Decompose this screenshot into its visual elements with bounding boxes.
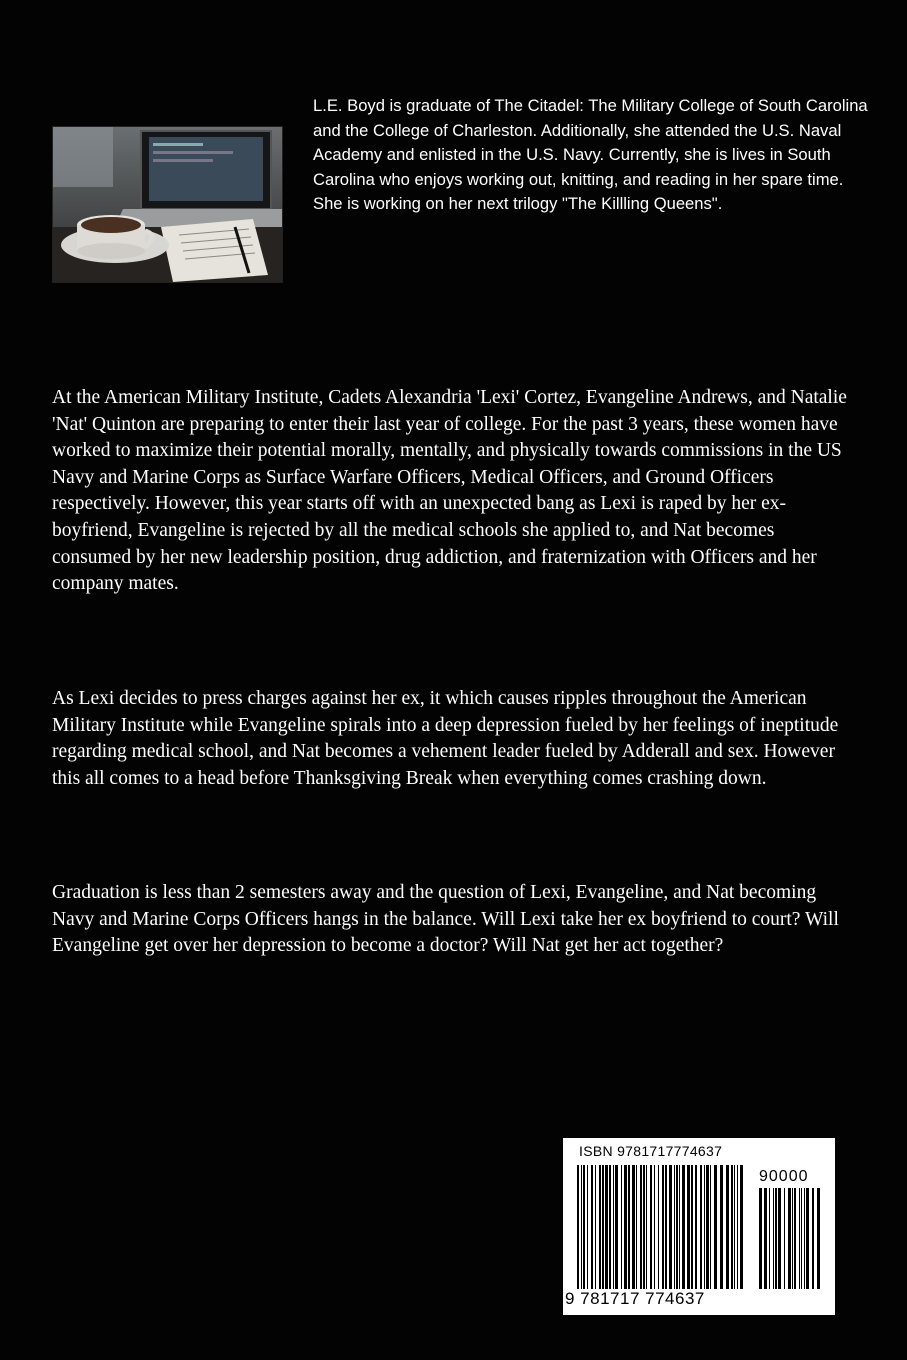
barcode-bar bbox=[801, 1188, 802, 1289]
author-photo bbox=[52, 126, 283, 283]
barcode-bar bbox=[646, 1165, 647, 1289]
barcode-bar bbox=[764, 1188, 767, 1289]
blurb-paragraph: Graduation is less than 2 semesters away and the question of Lexi, Evangeline, and Nat becoming Navy and Marine Corps Officers hangs in the balance. Will Lexi take her ex boyfriend to court? Will Evangeline get over her depression to become a doctor? Will Nat get her act together? bbox=[52, 882, 839, 957]
barcode-bar bbox=[714, 1165, 717, 1289]
barcode-bar bbox=[720, 1165, 723, 1289]
barcode-bar bbox=[695, 1165, 697, 1289]
barcode-bar bbox=[591, 1165, 593, 1289]
barcode-bar bbox=[759, 1188, 762, 1289]
addon-barcode-bars bbox=[759, 1188, 821, 1289]
barcode-bar bbox=[687, 1165, 690, 1289]
barcode-bar bbox=[737, 1165, 738, 1289]
barcode-bar bbox=[784, 1188, 785, 1289]
barcode-bar bbox=[773, 1188, 774, 1289]
barcode-bar bbox=[799, 1188, 800, 1289]
blurb-paragraph: At the American Military Institute, Cadets Alexandria 'Lexi' Cortez, Evangeline Andrews, and Natalie 'Nat' Quinton are preparing to enter their last year of college. For the past 3 years, these women have worked to maximize their potential morally, mentally, and physically towards commissions in the US Navy and Marine Corps as Surface Warfare Officers, Medical Officers, and Ground Officers respectively. However, this year starts off with an unexpected bang as Lexi is raped by her ex-boyfriend, Evangeline is rejected by all the medical schools she applied to, and Nat becomes consumed by her new leadership position, drug addiction, and fraternization with Officers and her company mates. bbox=[52, 387, 847, 595]
barcode-bars bbox=[577, 1165, 745, 1289]
barcode-bar bbox=[605, 1165, 608, 1289]
barcode-bar bbox=[583, 1165, 585, 1289]
barcode-bar bbox=[676, 1165, 678, 1289]
barcode-bar bbox=[788, 1188, 791, 1289]
isbn-barcode bbox=[563, 1138, 835, 1315]
barcode-bar bbox=[624, 1165, 627, 1289]
barcode-bar bbox=[792, 1188, 793, 1289]
barcode-bar bbox=[621, 1165, 622, 1289]
barcode-bar bbox=[615, 1165, 618, 1289]
barcode-bar bbox=[636, 1165, 637, 1289]
barcode-bar bbox=[740, 1165, 743, 1289]
barcode-bar bbox=[775, 1188, 777, 1289]
barcode-bar bbox=[632, 1165, 635, 1289]
barcode-bar bbox=[769, 1188, 770, 1289]
barcode-bar bbox=[581, 1165, 582, 1289]
barcode-bar bbox=[595, 1165, 596, 1289]
barcode-bar bbox=[628, 1165, 630, 1289]
barcode-bar bbox=[726, 1165, 729, 1289]
barcode-bar bbox=[654, 1165, 655, 1289]
barcode-bar bbox=[674, 1165, 675, 1289]
blurb-paragraph: As Lexi decides to press charges against her ex, it which causes ripples throughout the American Military Institute while Evangeline spirals into a deep depression fueled by her feelings of ineptitude regarding medical school, and Nat becomes a vehement leader fueled by Adderall and sex. However this all comes to a head before Thanksgiving Break when everything comes crashing down. bbox=[52, 688, 839, 789]
barcode-bar bbox=[706, 1165, 709, 1289]
barcode-bar bbox=[704, 1165, 705, 1289]
barcode-bar bbox=[679, 1165, 680, 1289]
price-code: 90000 bbox=[759, 1168, 809, 1185]
barcode-bar bbox=[778, 1188, 781, 1289]
barcode-bar bbox=[599, 1165, 601, 1289]
barcode-bar bbox=[643, 1165, 645, 1289]
barcode-bar bbox=[710, 1165, 711, 1289]
barcode-bar bbox=[658, 1165, 659, 1289]
barcode-bar bbox=[669, 1165, 672, 1289]
isbn-label: ISBN 9781717774637 bbox=[579, 1143, 723, 1159]
barcode-bar bbox=[804, 1188, 805, 1289]
barcode-bar bbox=[817, 1188, 820, 1289]
barcode-bar bbox=[665, 1165, 667, 1289]
barcode-bar bbox=[640, 1165, 642, 1289]
barcode-bar bbox=[577, 1165, 579, 1289]
ean-digits: 9 781717 774637 bbox=[565, 1289, 705, 1308]
barcode-bar bbox=[734, 1165, 735, 1289]
barcode-bar bbox=[609, 1165, 611, 1289]
barcode-bar bbox=[691, 1165, 693, 1289]
barcode-bar bbox=[812, 1188, 814, 1289]
barcode-bar bbox=[806, 1188, 809, 1289]
barcode-bar bbox=[650, 1165, 652, 1289]
barcode-bar bbox=[794, 1188, 796, 1289]
barcode-bar bbox=[682, 1165, 685, 1289]
barcode-bar bbox=[662, 1165, 664, 1289]
barcode-bar bbox=[731, 1165, 733, 1289]
barcode-bar bbox=[613, 1165, 614, 1289]
barcode-bar bbox=[700, 1165, 702, 1289]
barcode-bar bbox=[587, 1165, 588, 1289]
barcode-bar bbox=[602, 1165, 604, 1289]
author-bio: L.E. Boyd is graduate of The Citadel: The Military College of South Carolina and the College of Charleston. Additionally, she attended the U.S. Naval Academy and enlisted in the U.S. Navy. Currently, she is lives in South Carolina who enjoys working out, knitting, and reading in her spare time. She is working on her next trilogy "The Killling Queens". bbox=[313, 96, 868, 214]
